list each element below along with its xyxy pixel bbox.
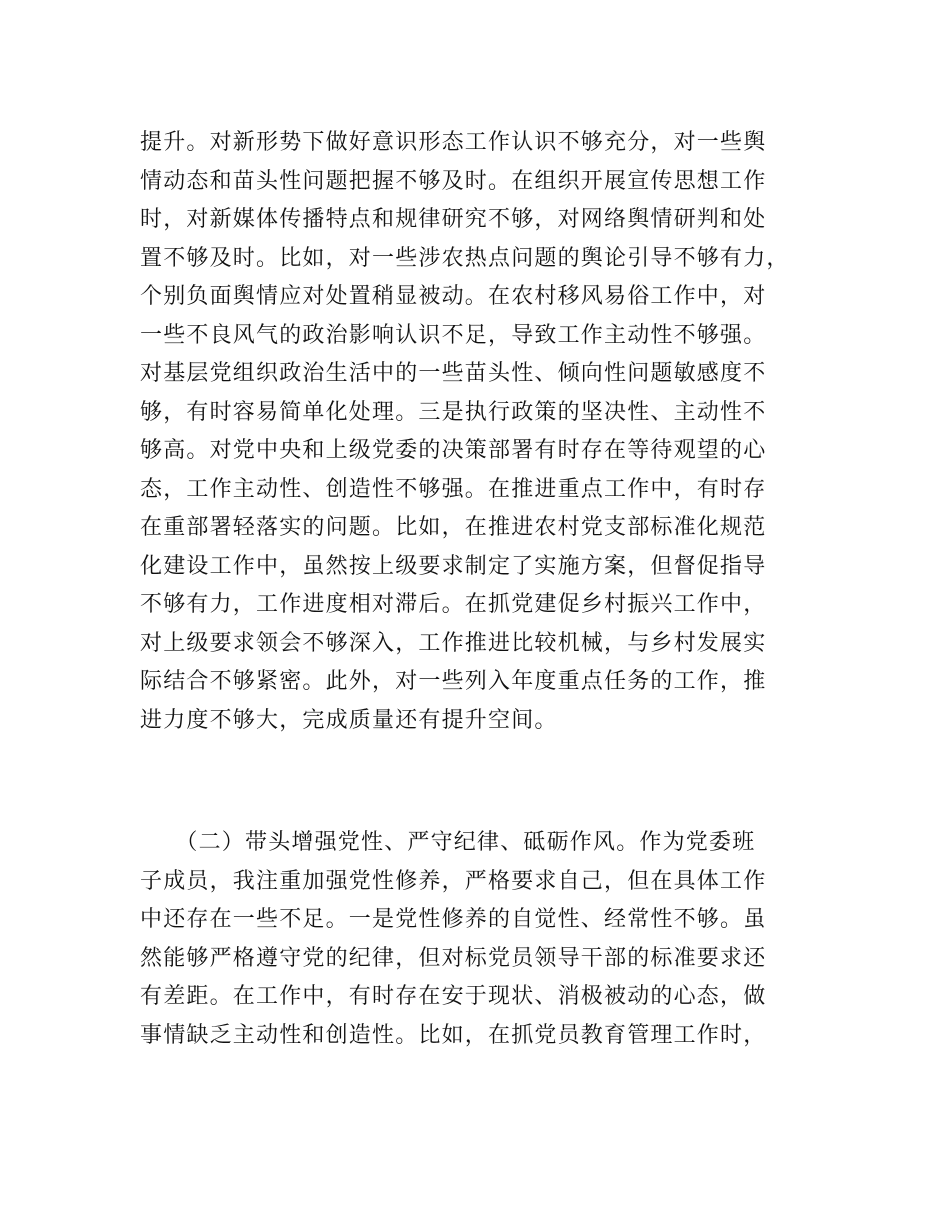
text-line: 够，有时容易简单化处理。三是执行政策的坚决性、主动性不 [140,399,767,425]
text-line: 情动态和苗头性问题把握不够及时。在组织开展宣传思想工作 [140,168,767,194]
text-line: 提升。对新形势下做好意识形态工作认识不够充分，对一些舆 [140,130,767,155]
text-line: 事情缺乏主动性和创造性。比如，在抓党员教育管理工作时， [140,1022,767,1048]
text-line: 进力度不够大，完成质量还有提升空间。 [140,707,558,733]
text-line: 有差距。在工作中，有时存在安于现状、消极被动的心态，做 [140,984,767,1009]
text-line: 子成员，我注重加强党性修养，严格要求自己，但在具体工作 [140,868,767,894]
section-heading-line: （二）带头增强党性、严守纪律、砥砺作风。作为党委班 [140,830,756,855]
text-line: 态，工作主动性、创造性不够强。在推进重点工作中，有时存 [140,476,767,502]
text-line: 置不够及时。比如，对一些涉农热点问题的舆论引导不够有力， [140,245,790,271]
text-line: 时，对新媒体传播特点和规律研究不够，对网络舆情研判和处 [140,207,767,232]
text-line: 际结合不够紧密。此外，对一些列入年度重点任务的工作，推 [140,669,767,694]
text-line: 在重部署轻落实的问题。比如，在推进农村党支部标准化规范 [140,515,767,540]
text-line: 一些不良风气的政治影响认识不足，导致工作主动性不够强。 [140,322,767,348]
text-line: 个别负面舆情应对处置稍显被动。在农村移风易俗工作中，对 [140,284,767,309]
text-line: 不够有力，工作进度相对滞后。在抓党建促乡村振兴工作中， [140,592,767,617]
text-line: 够高。对党中央和上级党委的决策部署有时存在等待观望的心 [140,438,767,463]
text-line: 对上级要求领会不够深入，工作推进比较机械，与乡村发展实 [140,630,767,656]
text-line: 中还存在一些不足。一是党性修养的自觉性、经常性不够。虽 [140,907,767,932]
text-line: 然能够严格遵守党的纪律，但对标党员领导干部的标准要求还 [140,945,767,971]
text-line: 化建设工作中，虽然按上级要求制定了实施方案，但督促指导 [140,553,767,579]
paragraph-continuation [140,124,830,740]
section-two-paragraph [140,824,830,1055]
text-line: 对基层党组织政治生活中的一些苗头性、倾向性问题敏感度不 [140,361,767,386]
